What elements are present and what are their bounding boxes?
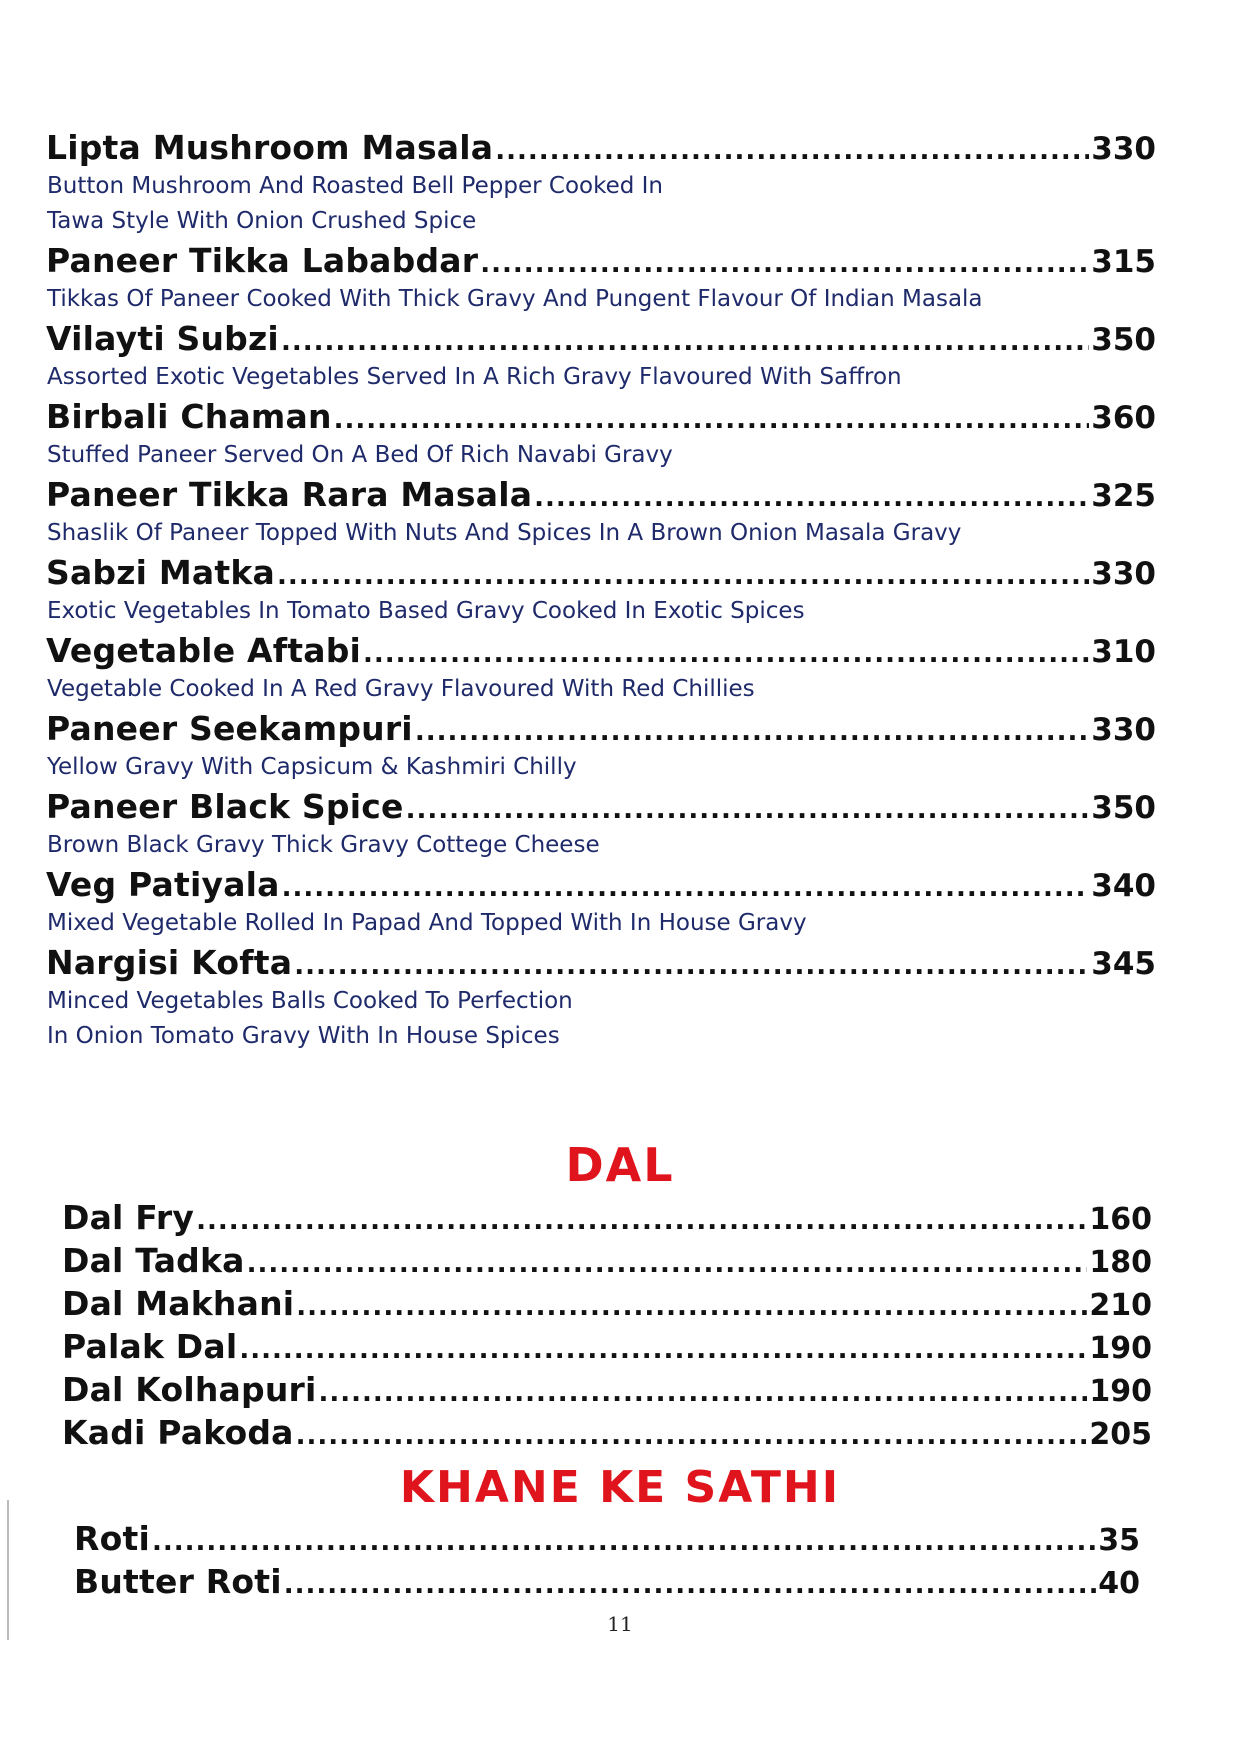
item-name: Sabzi Matka xyxy=(46,553,275,592)
item-description: Exotic Vegetables In Tomato Based Gravy Cooked In Exotic Spices xyxy=(47,598,805,624)
scan-edge-line xyxy=(7,1500,9,1640)
dal-list xyxy=(62,1198,1152,1456)
item-price: 345 xyxy=(1091,946,1156,982)
item-name: Lipta Mushroom Masala xyxy=(46,128,494,167)
item-price: 190 xyxy=(1089,1331,1152,1366)
page-number: 11 xyxy=(607,1612,633,1636)
dot-leader xyxy=(277,563,1089,589)
dot-leader xyxy=(534,485,1089,511)
dot-leader xyxy=(282,875,1090,901)
item-price: 330 xyxy=(1091,712,1156,748)
dot-leader xyxy=(415,719,1089,745)
item-name: Paneer Black Spice xyxy=(46,787,404,826)
menu-item xyxy=(46,943,1156,1054)
item-name: Dal Fry xyxy=(62,1198,195,1237)
item-price: 310 xyxy=(1091,634,1156,670)
item-description: Shaslik Of Paneer Topped With Nuts And Spices In A Brown Onion Masala Gravy xyxy=(47,520,962,546)
item-price: 330 xyxy=(1091,556,1156,592)
dot-leader xyxy=(152,1529,1096,1555)
menu-item xyxy=(46,709,1156,785)
menu-item xyxy=(74,1519,1140,1562)
item-price: 210 xyxy=(1089,1288,1152,1323)
item-description: Tawa Style With Onion Crushed Spice xyxy=(47,208,477,234)
item-name: Butter Roti xyxy=(74,1562,282,1601)
menu-item xyxy=(62,1284,1152,1327)
menu-item xyxy=(46,475,1156,551)
dot-leader xyxy=(239,1337,1087,1363)
item-description: Assorted Exotic Vegetables Served In A Rich Gravy Flavoured With Saffron xyxy=(47,364,902,390)
menu-item xyxy=(74,1562,1140,1605)
item-description: Brown Black Gravy Thick Gravy Cottege Cheese xyxy=(47,832,600,858)
menu-item xyxy=(62,1413,1152,1456)
menu-item xyxy=(62,1198,1152,1241)
menu-item xyxy=(46,241,1156,317)
mains-list xyxy=(46,128,1156,1056)
item-name: Dal Tadka xyxy=(62,1241,245,1280)
item-name: Dal Makhani xyxy=(62,1284,295,1323)
dot-leader xyxy=(294,953,1089,979)
dot-leader xyxy=(281,329,1089,355)
item-name: Vegetable Aftabi xyxy=(46,631,362,670)
menu-item xyxy=(46,787,1156,863)
dot-leader xyxy=(296,1423,1088,1449)
dot-leader xyxy=(296,1294,1087,1320)
item-description: Tikkas Of Paneer Cooked With Thick Gravy And Pungent Flavour Of Indian Masala xyxy=(47,286,983,312)
item-price: 330 xyxy=(1091,131,1156,167)
dot-leader xyxy=(334,407,1090,433)
item-name: Dal Kolhapuri xyxy=(62,1370,317,1409)
item-price: 35 xyxy=(1098,1523,1140,1558)
khane-ke-sathi-list xyxy=(74,1519,1140,1605)
item-price: 180 xyxy=(1089,1245,1152,1280)
item-description: Stuffed Paneer Served On A Bed Of Rich Navabi Gravy xyxy=(47,442,673,468)
section-title-khane-ke-sathi: KHANE KE SATHI xyxy=(399,1462,841,1513)
item-price: 350 xyxy=(1091,790,1156,826)
dot-leader xyxy=(196,1208,1087,1234)
item-description: Mixed Vegetable Rolled In Papad And Topped With In House Gravy xyxy=(47,910,807,936)
dot-leader xyxy=(247,1251,1088,1277)
item-price: 325 xyxy=(1091,478,1156,514)
item-name: Paneer Tikka Rara Masala xyxy=(46,475,533,514)
item-name: Roti xyxy=(74,1519,150,1558)
dot-leader xyxy=(363,641,1089,667)
section-title-dal: DAL xyxy=(565,1138,675,1192)
menu-item xyxy=(62,1370,1152,1413)
item-price: 160 xyxy=(1089,1202,1152,1237)
item-price: 315 xyxy=(1091,244,1156,280)
menu-item xyxy=(62,1327,1152,1370)
item-name: Nargisi Kofta xyxy=(46,943,293,982)
dot-leader xyxy=(284,1572,1097,1598)
item-name: Veg Patiyala xyxy=(46,865,280,904)
item-price: 205 xyxy=(1089,1417,1152,1452)
menu-item xyxy=(46,553,1156,629)
dot-leader xyxy=(495,138,1089,164)
item-price: 350 xyxy=(1091,322,1156,358)
item-name: Paneer Tikka Lababdar xyxy=(46,241,479,280)
item-price: 360 xyxy=(1091,400,1156,436)
menu-item xyxy=(46,631,1156,707)
item-name: Birbali Chaman xyxy=(46,397,332,436)
item-price: 190 xyxy=(1089,1374,1152,1409)
item-price: 40 xyxy=(1098,1566,1140,1601)
dot-leader xyxy=(480,251,1089,277)
menu-item xyxy=(46,319,1156,395)
menu-item xyxy=(46,397,1156,473)
menu-item xyxy=(62,1241,1152,1284)
item-description: Yellow Gravy With Capsicum & Kashmiri Chilly xyxy=(47,754,577,780)
item-price: 340 xyxy=(1091,868,1156,904)
menu-item xyxy=(46,865,1156,941)
item-name: Palak Dal xyxy=(62,1327,238,1366)
item-description: Minced Vegetables Balls Cooked To Perfection xyxy=(47,988,573,1014)
dot-leader xyxy=(319,1380,1088,1406)
item-name: Vilayti Subzi xyxy=(46,319,279,358)
menu-item xyxy=(46,128,1156,239)
dot-leader xyxy=(406,797,1090,823)
item-description: Button Mushroom And Roasted Bell Pepper Cooked In xyxy=(47,173,664,199)
item-name: Paneer Seekampuri xyxy=(46,709,413,748)
item-description: In Onion Tomato Gravy With In House Spices xyxy=(47,1023,560,1049)
item-description: Vegetable Cooked In A Red Gravy Flavoured With Red Chillies xyxy=(47,676,755,702)
item-name: Kadi Pakoda xyxy=(62,1413,294,1452)
